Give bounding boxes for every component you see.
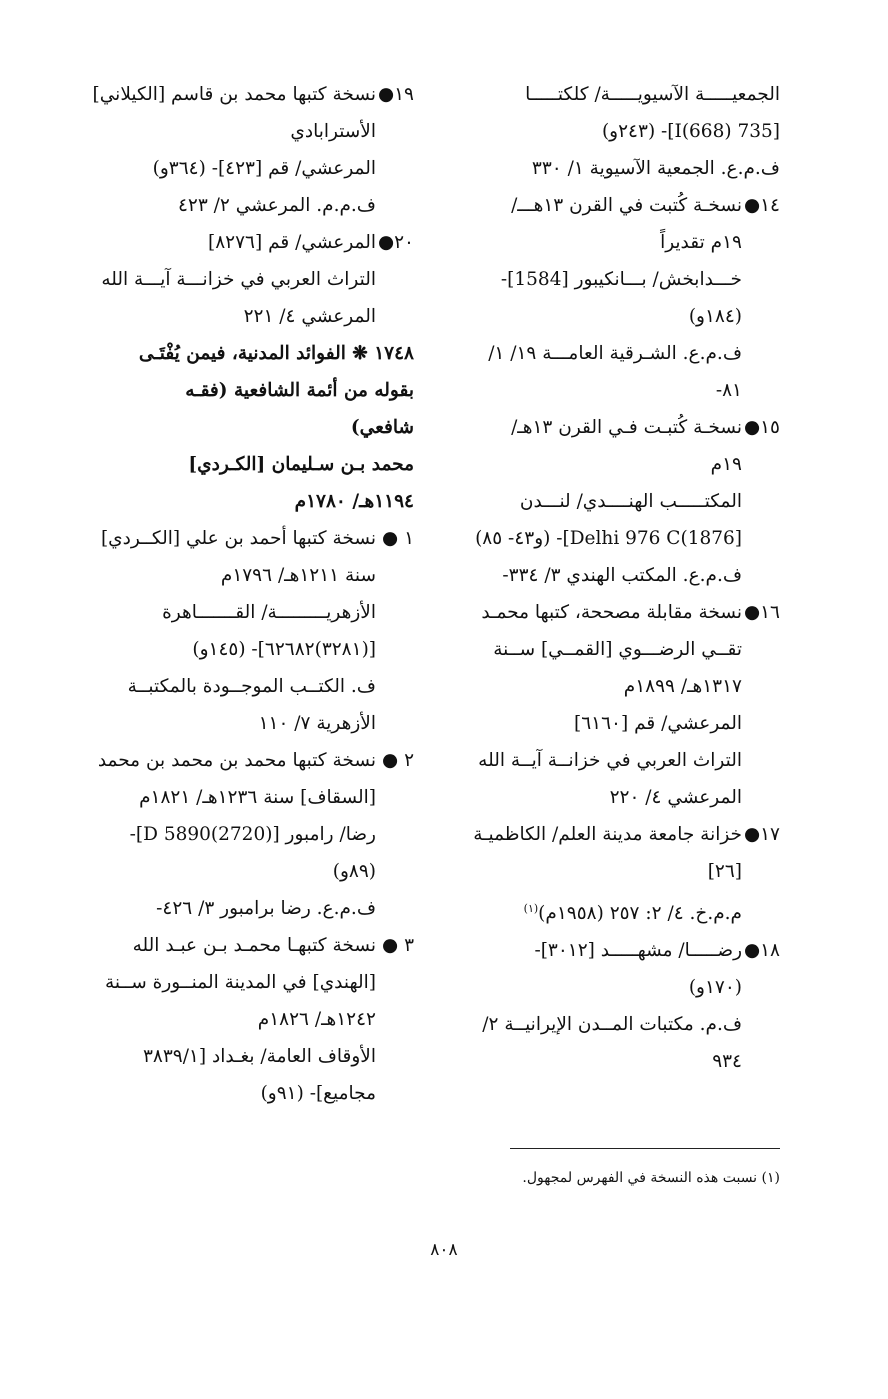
text-line: م.م.خ. ٤/ ٢: ٢٥٧ (١٩٥٨م) [538, 903, 742, 925]
text-line: المرعشي ٤/ ٢٢١ [243, 306, 376, 327]
entry-marker: ١٦● [743, 602, 780, 623]
text-line: ١٩م تقديراً [660, 232, 742, 253]
footnote-ref: (١) [523, 902, 539, 915]
footnote-divider [510, 1148, 780, 1149]
text-line: نسخة كتبها أحمد بن علي [الكــردي] [100, 528, 376, 549]
entry-marker: ٢ ● [382, 750, 414, 771]
text-line: خزانة جامعة مدينة العلم/ الكاظميـة [473, 824, 742, 845]
text-line: نسخة كتبها محمد بن قاسم [الكيلاني] [92, 84, 376, 105]
text-line: نسخـة كُتبت في القرن ١٣هـــ/ [511, 195, 742, 216]
text-line: الجمعيـــــة الآسيويـــــة/ كلكتـــــا [525, 84, 780, 105]
entry-marker: ١ ● [382, 528, 414, 549]
text-line: تقــي الرضـــوي [القمــي] ســنة [493, 639, 742, 660]
text-line: رضـــــا/ مشهـــــد [٣٠١٢]- [534, 940, 742, 962]
title-line [74, 335, 414, 372]
copy-3 [74, 927, 414, 1112]
text-line: المرعشي/ قم [٤٢٣]- (٣٦٤و) [152, 158, 376, 179]
text-line: [الهندي] في المدينة المنــورة ســنة [104, 972, 376, 993]
text-line: الأوقاف العامة/ بغـداد [٣٨٣٩/١ [142, 1046, 376, 1067]
text-line: [السقاف] سنة ١٢٣٦هـ/ ١٨٢١م [139, 787, 376, 808]
left-column [74, 76, 414, 1112]
entry-14 [430, 187, 780, 409]
text-line: ١٣١٧هـ/ ١٨٩٩م [623, 676, 742, 697]
entry-marker: ١٥● [743, 417, 780, 438]
text-line: ف.م.ع. الشـرقية العامـــة ١٩/ ١/ [488, 343, 742, 364]
text-line: المكتـــــب الهنــــدي/ لنـــدن [519, 491, 742, 512]
title-line: بقوله من أئمة الشافعية (فقـه [185, 380, 414, 401]
entry-16 [430, 594, 780, 816]
text-line: المرعشي/ قم [٦١٦٠] [574, 713, 742, 734]
text-line: الأسترابادي [290, 121, 376, 142]
title-line: شافعي) [350, 417, 414, 438]
text-line: (٨٩و) [332, 861, 376, 882]
title-entry-1748 [74, 335, 414, 520]
text-line: [735 I(668)]- (٢٤٣و) [601, 121, 780, 142]
text-line: نسخة مقابلة مصححة، كتبها محمـد [481, 602, 742, 623]
text-line: خـــدابخش/ بـــانكيبور [1584]- [500, 269, 742, 290]
text-line: نسخة كتبهـا محمـد بـن عبـد الله [132, 935, 376, 956]
text-line: (١٧٠و) [688, 977, 742, 999]
title-text: الفوائد المدنية، فيمن يُفْتَـى [138, 343, 346, 364]
entry-18 [430, 932, 780, 1080]
footnote: (١) نسبت هذه النسخة في الفهرس لمجهول. [522, 1170, 780, 1186]
text-line: التراث العربي في خزانــة آيــة الله [478, 750, 742, 771]
text-line: ٨١- [715, 380, 742, 401]
text-line [430, 890, 742, 932]
text-line: ١٢٤٢هـ/ ١٨٢٦م [257, 1009, 376, 1030]
text-line: ف.م.ع. المكتب الهندي ٣/ ٣٣٤- [502, 565, 742, 586]
text-line: ف.م.م. المرعشي ٢/ ٤٢٣ [177, 195, 376, 216]
text-line: ف.م.ع. رضا برامبور ٣/ ٤٢٦- [156, 898, 376, 919]
entry-marker: ١٧● [743, 824, 780, 845]
text-line: (١٨٤و) [688, 306, 742, 327]
author-line: محمد بـن سـليمان [الكـردي] [188, 454, 414, 475]
entry-marker: ١٨● [743, 940, 780, 962]
text-line: الأزهرية ٧/ ١١٠ [258, 713, 376, 734]
text-line: [1876)Delhi 976 C]- (و٤٣- ٨٥) [475, 528, 742, 549]
entry-marker: ١٩● [377, 84, 414, 105]
entry-19 [74, 76, 414, 224]
copy-2 [74, 742, 414, 927]
page-number: ٨٠٨ [430, 1240, 458, 1260]
text-line: المرعشي ٤/ ٢٢٠ [609, 787, 742, 808]
text-line: المرعشي/ قم [٨٢٧٦] [208, 232, 376, 253]
text-line: ف.م. مكتبات المــدن الإيرانيــة ٢/ [482, 1014, 742, 1036]
text-line: نسخة كتبها محمد بن محمد بن محمد [97, 750, 376, 771]
text-line: ف. الكتــب الموجــودة بالمكتبــة [127, 676, 376, 697]
text-line: ٩٣٤ [712, 1051, 742, 1073]
entry-marker: ٢٠● [377, 232, 414, 253]
text-line: ١٩م [710, 454, 742, 475]
entry-15 [430, 409, 780, 594]
entry-13-cont [430, 76, 780, 187]
text-line: سنة ١٢١١هـ/ ١٧٩٦م [220, 565, 376, 586]
text-line: التراث العربي في خزانـــة آيـــة الله [101, 269, 376, 290]
entry-17 [430, 816, 780, 932]
text-line: رضا/ رامبور [D 5890(2720)]- [129, 824, 376, 845]
copy-1 [74, 520, 414, 742]
entry-20 [74, 224, 414, 335]
text-line: [٢٦] [707, 861, 742, 882]
text-line: الأزهريـــــــــة/ القـــــــاهرة [162, 602, 376, 623]
entry-marker: ٣ ● [382, 935, 414, 956]
text-line: مجاميع]- (٩١و) [260, 1083, 376, 1104]
text-line: ف.م.ع. الجمعية الآسيوية ١/ ٣٣٠ [531, 158, 780, 179]
right-column [430, 76, 780, 1080]
title-marker: ١٧٤٨ ❋ [352, 343, 414, 364]
author-date-line: ١١٩٤هـ/ ١٧٨٠م [294, 491, 414, 512]
text-line: نسخـة كُتبـت فـي القرن ١٣هـ/ [511, 417, 742, 438]
text-line: [(٣٢٨١)٦٢٦٨٢]- (١٤٥و) [192, 639, 376, 660]
entry-marker: ١٤● [743, 195, 780, 216]
